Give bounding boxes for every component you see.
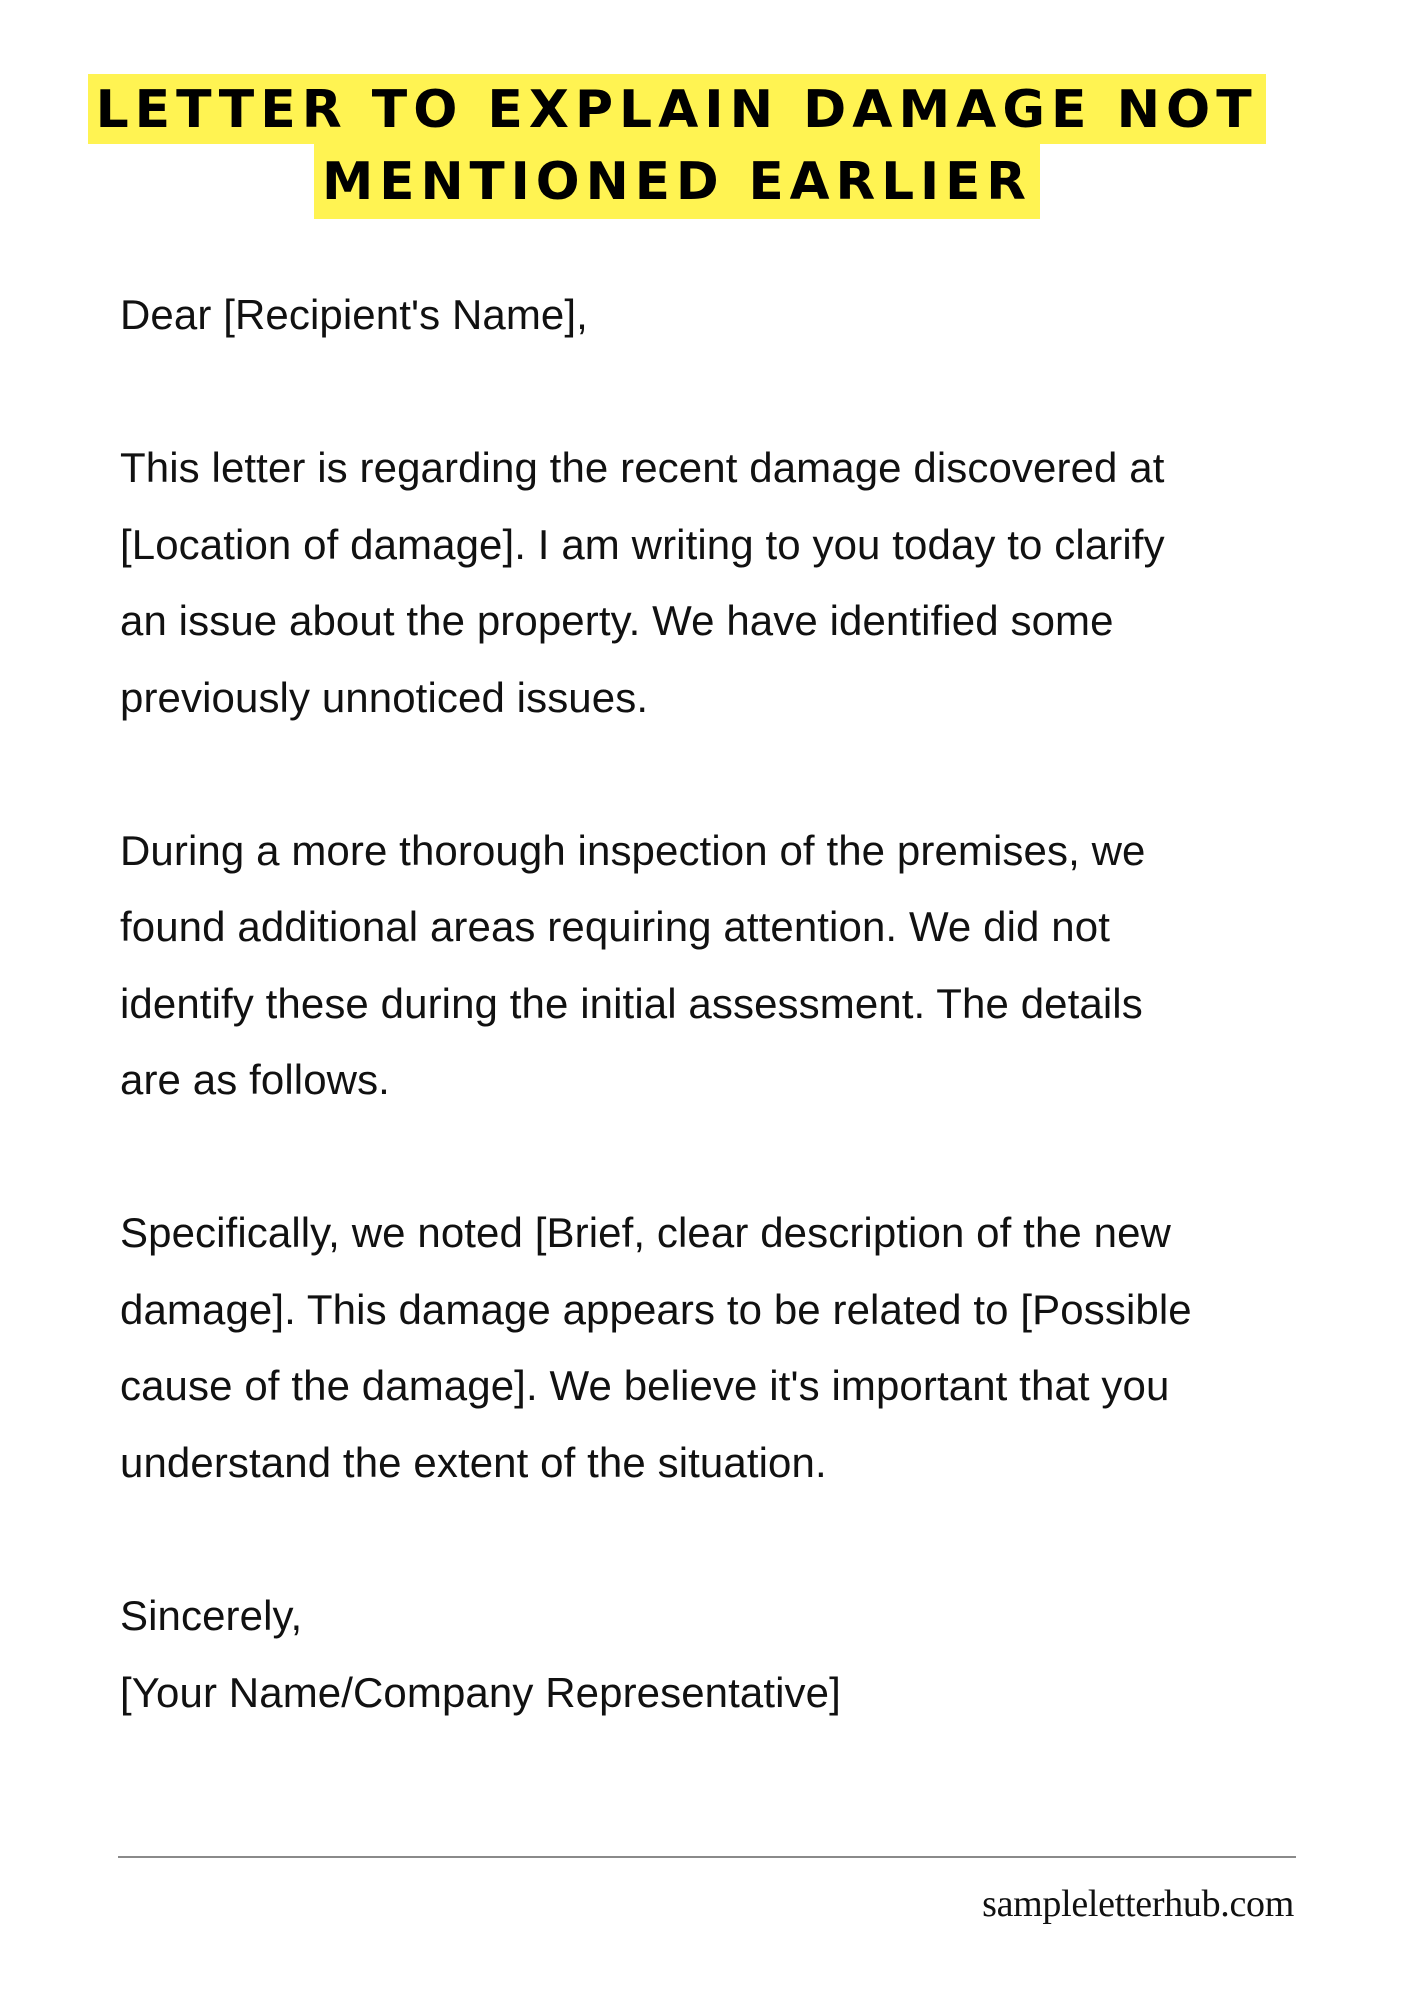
paragraph-line: This letter is regarding the recent damage discovered at [120,444,1165,491]
paragraph-line: an issue about the property. We have identified some [120,597,1114,644]
paragraph-line: During a more thorough inspection of the premises, we [120,826,1146,874]
paragraph-line: understand the extent of the situation. [120,1438,827,1486]
paragraph-line: Specifically, we noted [Brief, clear description of the new [120,1209,1171,1256]
paragraph-line: found additional areas requiring attention. We did not [120,903,1110,950]
title-line-1 [88,74,1266,144]
page-title-line-1: LETTER TO EXPLAIN DAMAGE NOT [95,80,1259,140]
footer-divider [118,1856,1296,1858]
footer-domain: sampleletterhub.com [982,1883,1294,1925]
paragraph-line: previously unnoticed issues. [120,673,649,721]
salutation: Dear [Recipient's Name], [120,291,588,338]
title-line-2 [314,143,1040,219]
paragraph-line: are as follows. [120,1056,390,1103]
closing: Sincerely, [120,1592,303,1639]
paragraph-line: [Location of damage]. I am writing to you today to clarify [120,520,1165,568]
paragraph-line: cause of the damage]. We believe it's important that you [120,1362,1170,1409]
paragraph-line: damage]. This damage appears to be related to [Possible [120,1285,1192,1333]
signature: [Your Name/Company Representative] [120,1668,841,1716]
page-title-line-2: MENTIONED EARLIER [322,152,1032,212]
paragraph-line: identify these during the initial assessment. The details [120,979,1143,1027]
